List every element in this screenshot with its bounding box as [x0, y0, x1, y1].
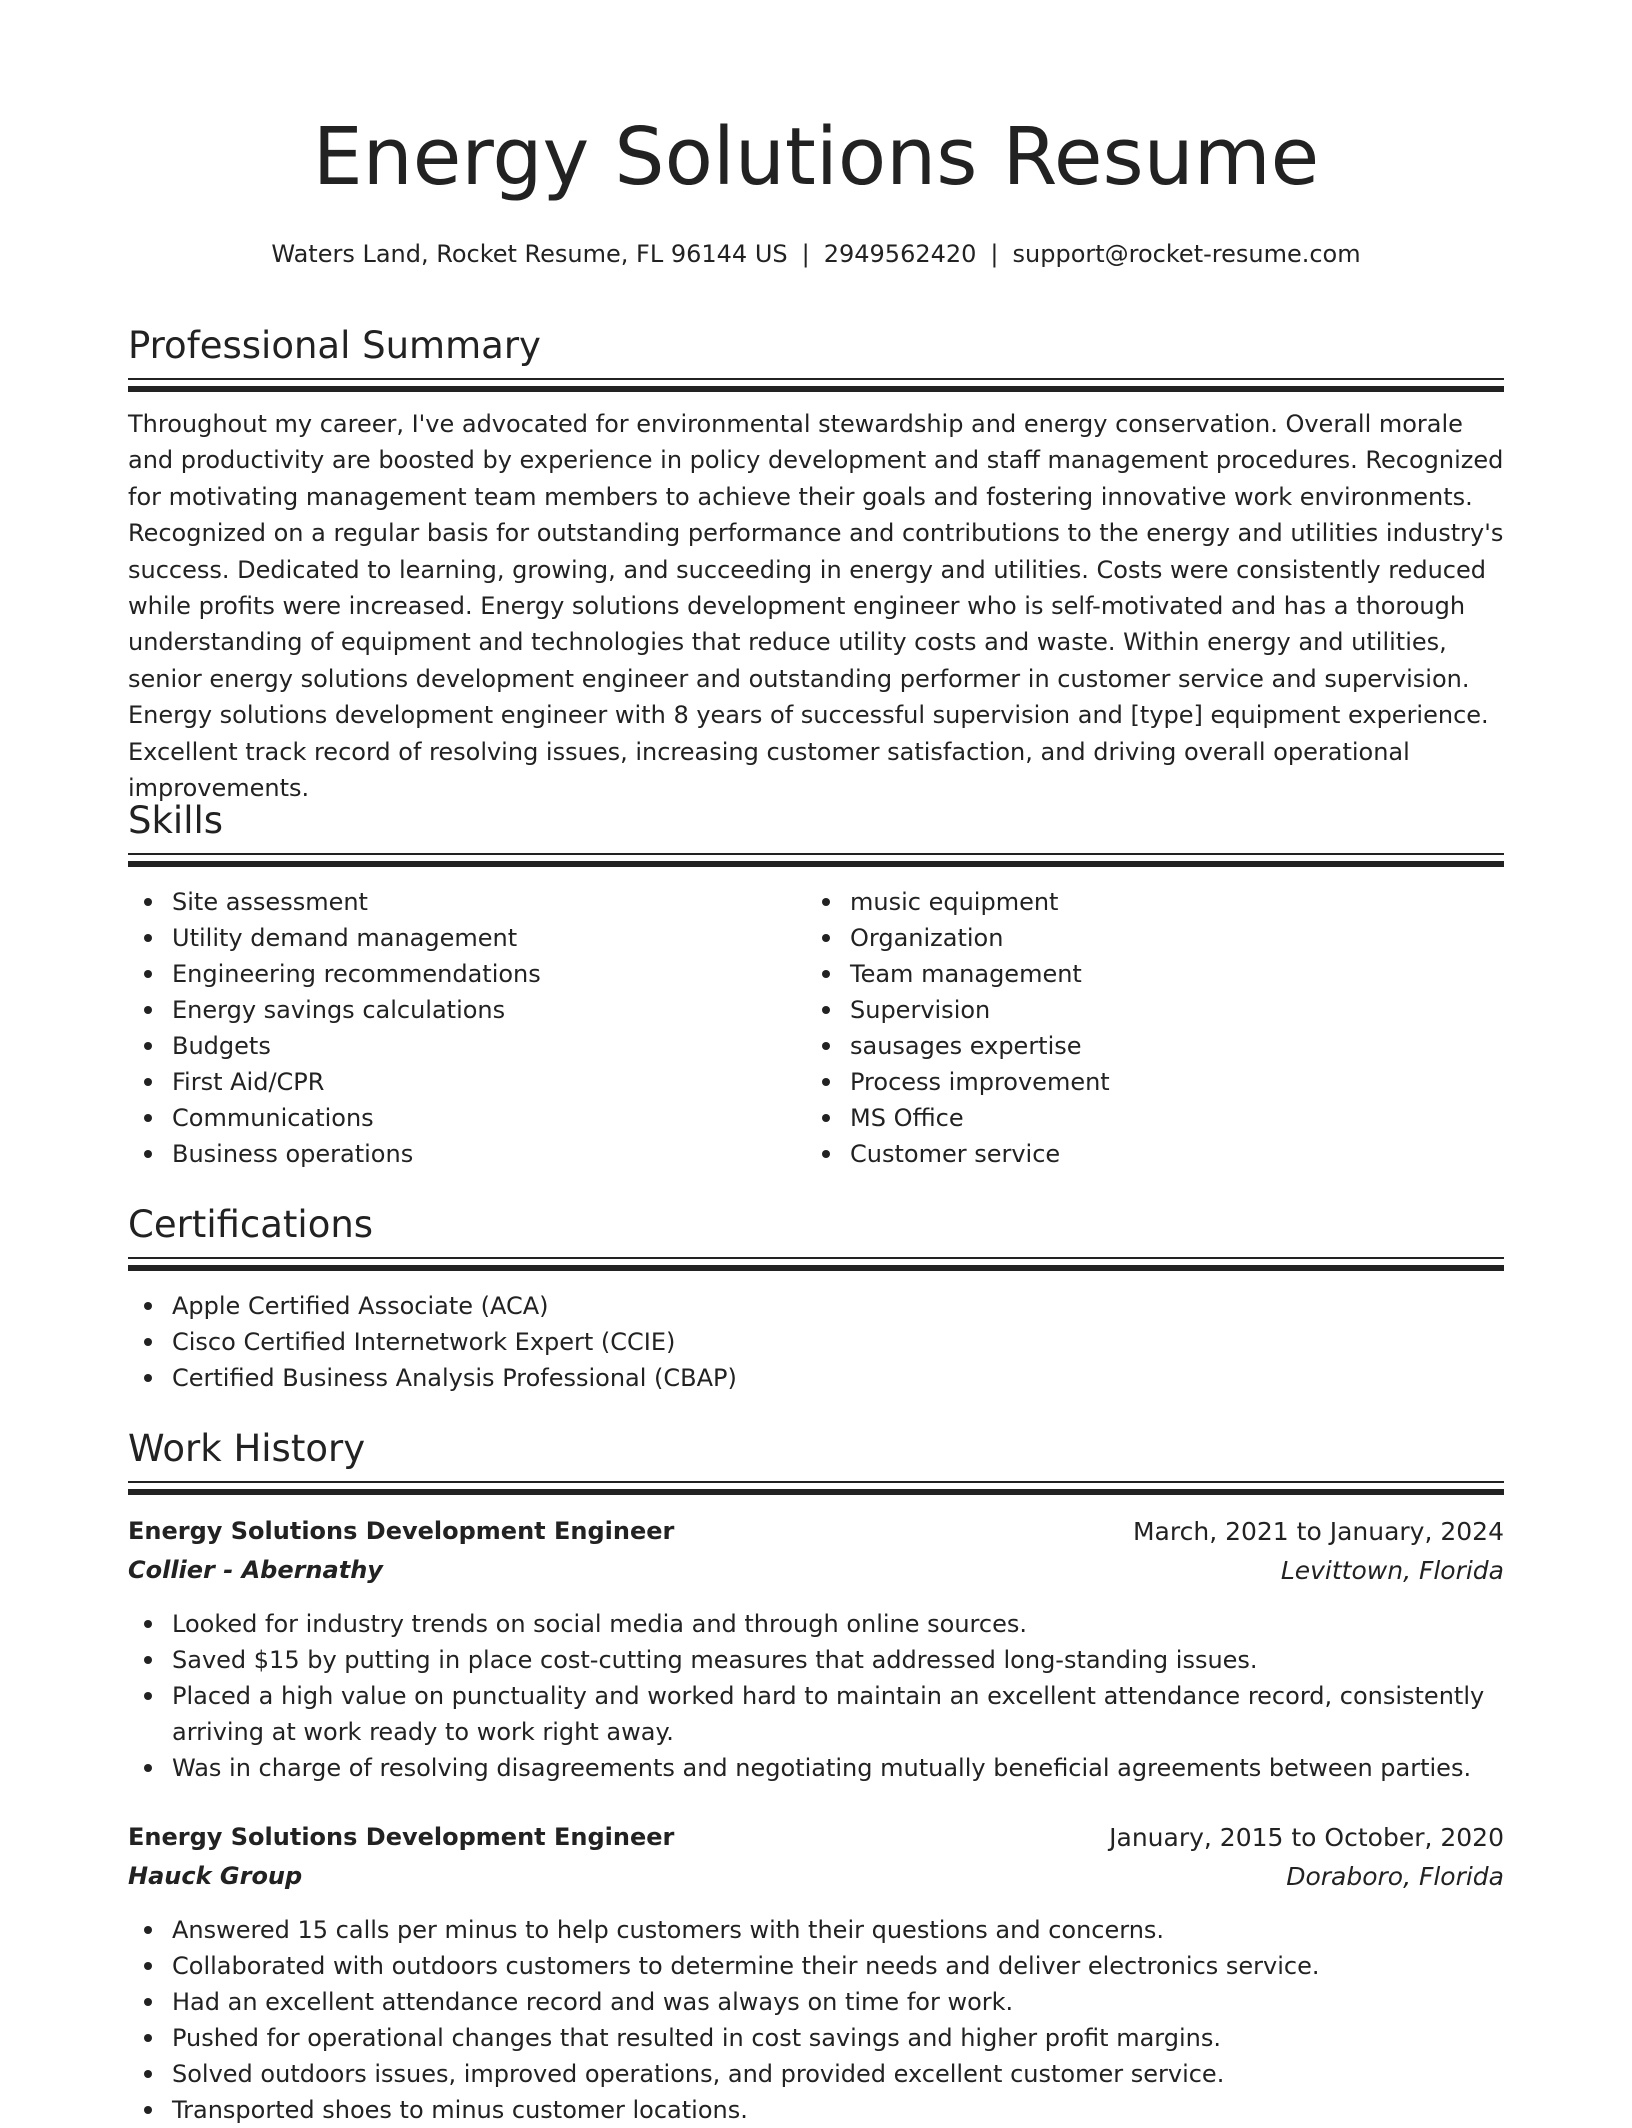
job-bullets: [128, 1912, 1504, 2128]
skill-item: Customer service: [806, 1136, 1504, 1172]
certification-item: Cisco Certified Internetwork Expert (CCIE): [128, 1324, 1504, 1360]
job-bullet: Saved $15 by putting in place cost-cutting measures that addressed long-standing issues.: [128, 1642, 1504, 1678]
job-title: Energy Solutions Development Engineer: [128, 1517, 675, 1545]
contact-line: [128, 240, 1504, 268]
job-bullets: [128, 1606, 1504, 1786]
job-company: Collier - Abernathy: [128, 1556, 383, 1584]
job-bullet: Looked for industry trends on social media and through online sources.: [128, 1606, 1504, 1642]
section-divider: [128, 378, 1504, 392]
skill-item: sausages expertise: [806, 1028, 1504, 1064]
summary-text: Throughout my career, I've advocated for environmental stewardship and energy conservation. Overall morale and productivity are boosted by experience in policy development and staff management procedures. Recognized for motivating management team members to achieve their goals and fostering innovative work environments. Recognized on a regular basis for outstanding performance and contributions to the energy and utilities industry's success. Dedicated to learning, growing, and succeeding in energy and utilities. Costs were consistently reduced while profits were increased. Energy solutions development engineer who is self-motivated and has a thorough understanding of equipment and technologies that reduce utility costs and waste. Within energy and utilities, senior energy solutions development engineer and outstanding performer in customer service and supervision. Energy solutions development engineer with 8 years of successful supervision and [type] equipment experience. Excellent track record of resolving issues, increasing customer satisfaction, and driving overall operational improvements.: [128, 410, 1504, 803]
contact-separator: |: [990, 240, 999, 268]
contact-email: support@rocket-resume.com: [1012, 240, 1361, 268]
section-title-work-history: Work History: [128, 1427, 366, 1470]
job-bullet: Collaborated with outdoors customers to determine their needs and deliver electronics service.: [128, 1948, 1504, 1984]
skill-item: Communications: [128, 1100, 788, 1136]
section-title-summary: Professional Summary: [128, 324, 541, 367]
job-bullet: Answered 15 calls per minus to help customers with their questions and concerns.: [128, 1912, 1504, 1948]
job-bullet: Was in charge of resolving disagreements and negotiating mutually beneficial agreements between parties.: [128, 1750, 1504, 1786]
job-bullet: Placed a high value on punctuality and worked hard to maintain an excellent attendance record, consistently arriving at work ready to work right away.: [128, 1678, 1504, 1750]
job-title: Energy Solutions Development Engineer: [128, 1823, 675, 1851]
skill-item: MS Office: [806, 1100, 1504, 1136]
job-location: Doraboro, Florida: [1286, 1862, 1504, 1891]
skill-item: Supervision: [806, 992, 1504, 1028]
certification-item: Apple Certified Associate (ACA): [128, 1288, 1504, 1324]
skill-item: Process improvement: [806, 1064, 1504, 1100]
certifications-list: [128, 1288, 1504, 1396]
job-bullet: Had an excellent attendance record and was always on time for work.: [128, 1984, 1504, 2020]
job-dates: January, 2015 to October, 2020: [1109, 1823, 1504, 1852]
job-bullet: Pushed for operational changes that resulted in cost savings and higher profit margins.: [128, 2020, 1504, 2056]
section-title-skills: Skills: [128, 799, 224, 842]
job-bullet: Solved outdoors issues, improved operations, and provided excellent customer service.: [128, 2056, 1504, 2092]
section-title-certifications: Certifications: [128, 1203, 374, 1246]
skill-item: Utility demand management: [128, 920, 788, 956]
job-location: Levittown, Florida: [1280, 1556, 1504, 1585]
certification-item: Certified Business Analysis Professional (CBAP): [128, 1360, 1504, 1396]
skill-item: First Aid/CPR: [128, 1064, 788, 1100]
skill-item: Organization: [806, 920, 1504, 956]
skill-item: Team management: [806, 956, 1504, 992]
skills-list-left: [128, 884, 788, 1172]
section-divider: [128, 1257, 1504, 1271]
job-dates: March, 2021 to January, 2024: [1132, 1517, 1504, 1546]
resume-title: Energy Solutions Resume: [312, 111, 1320, 203]
contact-address: Waters Land, Rocket Resume, FL 96144 US: [271, 240, 788, 268]
section-divider: [128, 853, 1504, 867]
skills-list-right: [806, 884, 1504, 1172]
job-company: Hauck Group: [128, 1862, 303, 1890]
skill-item: music equipment: [806, 884, 1504, 920]
contact-phone: 2949562420: [823, 240, 977, 268]
job-bullet: Transported shoes to minus customer locations.: [128, 2092, 1504, 2128]
skill-item: Engineering recommendations: [128, 956, 788, 992]
skill-item: Budgets: [128, 1028, 788, 1064]
contact-separator: |: [801, 240, 810, 268]
skill-item: Energy savings calculations: [128, 992, 788, 1028]
section-divider: [128, 1481, 1504, 1495]
skill-item: Site assessment: [128, 884, 788, 920]
skill-item: Business operations: [128, 1136, 788, 1172]
